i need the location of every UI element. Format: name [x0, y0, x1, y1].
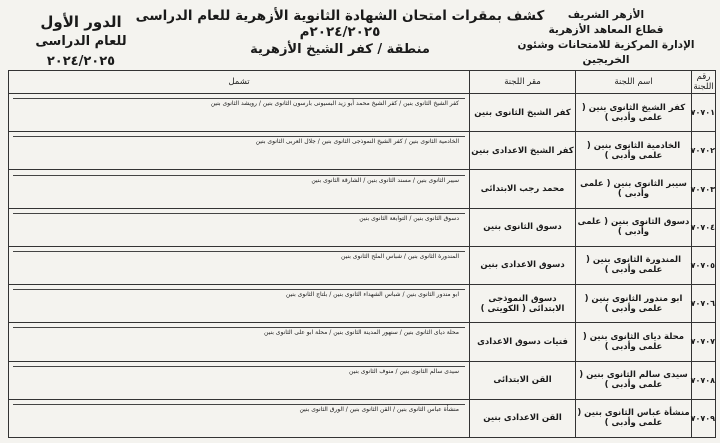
- issuer-line: قطاع المعاهد الأزهرية: [548, 24, 664, 36]
- committee-includes: كفر الشيخ الثانوى بنين / كفر الشيخ محمد أبو زيد البسيونى بارسون الثانوى بنين / رويشد الثانوى بنين: [210, 100, 459, 108]
- round-label: الدور الأول: [40, 13, 122, 31]
- committee-includes-cell: [9, 208, 470, 246]
- committee-includes-cell: [9, 94, 470, 132]
- committee-number: ٧٠٧٠٦: [692, 285, 716, 323]
- committee-includes-cell: [9, 399, 470, 437]
- table-row: [9, 170, 716, 208]
- table-row: [9, 285, 716, 323]
- committee-includes-cell: [9, 246, 470, 284]
- committee-hq: كفر الشيخ الثانوى بنين: [470, 94, 576, 132]
- header-name: اسم اللجنة: [576, 71, 692, 94]
- table-header-row: [9, 71, 716, 94]
- underline: [13, 251, 465, 252]
- committee-hq: دسوق النموذجى الابتدائى ( الكويتى ): [470, 285, 576, 323]
- table-row: [9, 361, 716, 399]
- committee-hq: دسوق الاعدادى بنين: [470, 246, 576, 284]
- committee-hq: دسوق الثانوى بنين: [470, 208, 576, 246]
- document-title: كشف بمقرات امتحان الشهادة الثانوية الأزهرية للعام الدراسى ٢٠٢٤/٢٠٢٥م: [135, 8, 545, 40]
- committee-includes-cell: [9, 170, 470, 208]
- committee-hq: القن الاعدادى بنين: [470, 399, 576, 437]
- committee-number: ٧٠٧٠٣: [692, 170, 716, 208]
- issuer-line: الإدارة المركزية للامتحانات وشئون الخريجين: [517, 39, 695, 66]
- committee-hq: فتيات دسوق الاعدادى: [470, 323, 576, 361]
- committee-name: سيدى سالم الثانوى بنين ( علمى وأدبى ): [576, 361, 692, 399]
- committee-includes: منشأة عباس الثانوى بنين / القن الثانوى بنين / الورق الثانوى بنين: [299, 405, 459, 413]
- committee-includes: محلة دياى الثانوى بنين / سنهور المدينة الثانوى بنين / محلة ابو على الثانوى بنين: [264, 329, 459, 337]
- committee-number: ٧٠٧٠٨: [692, 361, 716, 399]
- committee-number: ٧٠٧٠٤: [692, 208, 716, 246]
- table-row: [9, 246, 716, 284]
- committee-includes-cell: [9, 132, 470, 170]
- committee-includes-cell: [9, 361, 470, 399]
- region-label: منطقة / كفر الشيخ الأزهرية: [250, 42, 430, 57]
- committee-name: ابو مندور الثانوى بنين ( علمى وأدبى ): [576, 285, 692, 323]
- committee-hq: كفر الشيخ الاعدادى بنين: [470, 132, 576, 170]
- committee-includes: الخادمية الثانوى بنين / كفر الشيخ النموذجى الثانوى بنين / جلال العربى الثانوى بنين: [255, 138, 459, 146]
- round-block: [6, 12, 156, 72]
- underline: [13, 404, 465, 405]
- table-row: [9, 94, 716, 132]
- committee-includes: ابو مندور الثانوى بنين / شباس الشهداء الثانوى بنين / بلتاج الثانوى بنين: [285, 291, 459, 299]
- committee-name: محلة دياى الثانوى بنين ( علمى وأدبى ): [576, 323, 692, 361]
- year-label: للعام الدراسى ٢٠٢٤/٢٠٢٥: [35, 34, 127, 69]
- underline: [13, 175, 465, 176]
- committee-name: منشأة عباس الثانوى بنين ( علمى وأدبى ): [576, 399, 692, 437]
- committee-name: سيبر الثانوى بنين ( علمى وأدبى ): [576, 170, 692, 208]
- committee-number: ٧٠٧٠٥: [692, 246, 716, 284]
- table-row: [9, 323, 716, 361]
- header-number: رقم اللجنة: [693, 72, 714, 92]
- underline: [13, 136, 465, 137]
- table-row: [9, 208, 716, 246]
- committee-number: ٧٠٧٠١: [692, 94, 716, 132]
- committee-name: الخادمية الثانوى بنين ( علمى وأدبى ): [576, 132, 692, 170]
- committee-includes: دسوق الثانوى بنين / التوابعة الثانوى بنين: [359, 214, 459, 222]
- committees-table: [8, 70, 716, 438]
- committee-includes-cell: [9, 285, 470, 323]
- underline: [13, 98, 465, 99]
- underline: [13, 327, 465, 328]
- committee-includes: المندورة الثانوى بنين / شباس الملح الثانوى بنين: [341, 252, 459, 260]
- committee-hq: القن الابتدائى: [470, 361, 576, 399]
- table-row: [9, 132, 716, 170]
- committee-includes: سيبر الثانوى بنين / مسند الثانوى بنين / الشارقة الثانوى بنين: [311, 176, 459, 184]
- table-row: [9, 399, 716, 437]
- header-hq: مقر اللجنة: [470, 71, 576, 94]
- underline: [13, 366, 465, 367]
- committee-name: المندورة الثانوى بنين ( علمى وأدبى ): [576, 246, 692, 284]
- committee-includes: سيدى سالم الثانوى بنين / منوف الثانوى بنين: [349, 367, 459, 375]
- underline: [13, 289, 465, 290]
- underline: [13, 213, 465, 214]
- committee-name: كفر الشيخ الثانوى بنين ( علمى وأدبى ): [576, 94, 692, 132]
- committee-number: ٧٠٧٠٩: [692, 399, 716, 437]
- issuer-line: الأزهر الشريف: [567, 9, 645, 21]
- committee-includes-cell: [9, 323, 470, 361]
- committee-hq: محمد رجب الابتدائى: [470, 170, 576, 208]
- committee-number: ٧٠٧٠٢: [692, 132, 716, 170]
- committee-number: ٧٠٧٠٧: [692, 323, 716, 361]
- header-includes: تشمل: [9, 71, 470, 94]
- committee-name: دسوق الثانوى بنين ( علمى وأدبى ): [576, 208, 692, 246]
